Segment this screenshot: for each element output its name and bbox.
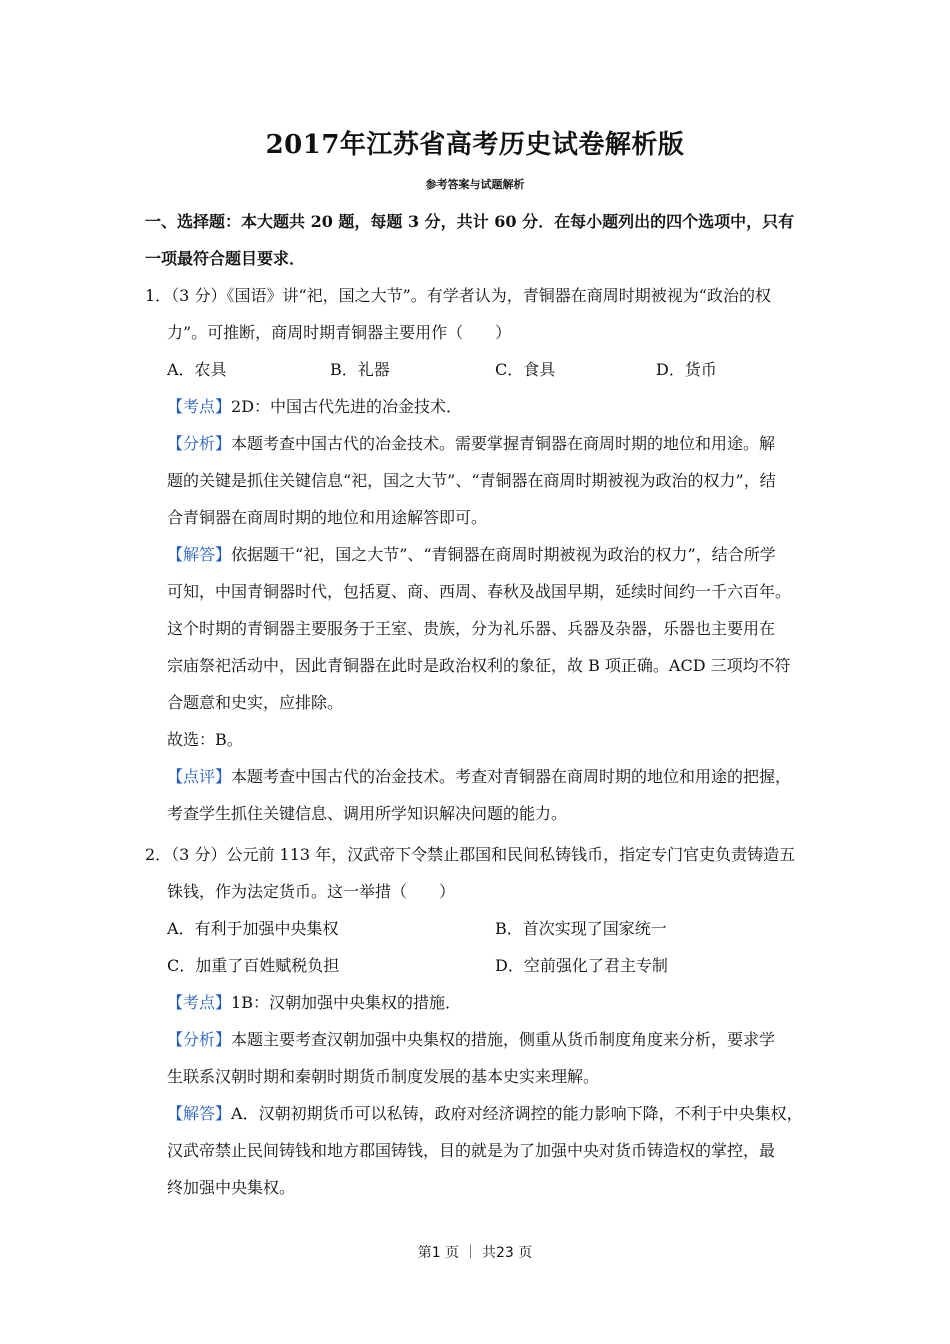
- q1-option-d: D．货币: [656, 360, 717, 379]
- q1-fenxi-line1: [167, 434, 775, 454]
- q2-option-c: C．加重了百姓赋税负担: [167, 956, 340, 975]
- q1-jieda-line5: 合题意和史实，应排除。: [167, 693, 344, 712]
- q2-stem-line1: 2．（3 分）公元前 113 年，汉武帝下令禁止郡国和民间私铸钱币，指定专门官吏负责铸造五: [145, 845, 796, 864]
- q2-jieda-tag: 【解答】: [167, 1104, 232, 1123]
- q2-fenxi-tag: 【分析】: [167, 1030, 232, 1049]
- q1-fenxi-text1: 本题考查中国古代的冶金技术。需要掌握青铜器在商周时期的地位和用途。解: [231, 434, 776, 453]
- q2-kaodian-tag: 【考点】: [167, 993, 232, 1012]
- q1-kaodian-text: 2D：中国古代先进的冶金技术．: [231, 397, 463, 416]
- page-subtitle: 参考答案与试题解析: [425, 178, 525, 191]
- q2-jieda-text1: A．汉朝初期货币可以私铸，政府对经济调控的能力影响下降，不利于中央集权，: [231, 1104, 803, 1123]
- q2-stem-line2: 铢钱，作为法定货币。这一举措（ ）: [167, 882, 456, 901]
- q2-fenxi-line1: [167, 1030, 775, 1050]
- q1-dianping-text1: 本题考查中国古代的冶金技术。考查对青铜器在商周时期的地位和用途的把握，: [231, 767, 792, 786]
- q2-option-a: A．有利于加强中央集权: [167, 919, 339, 938]
- q1-option-c: C．食具: [495, 360, 556, 379]
- section-heading-line1: 一、选择题：本大题共 20 题，每题 3 分，共计 60 分．在每小题列出的四个选项中，只有: [145, 212, 795, 231]
- section-heading-line2: 一项最符合题目要求．: [145, 249, 306, 268]
- q1-answer: 故选：B。: [167, 730, 243, 749]
- q2-jieda-line2: 汉武帝禁止民间铸钱和地方郡国铸钱，目的就是为了加强中央对货币铸造权的掌控，最: [167, 1141, 776, 1160]
- q1-stem-line1: 1．（3 分）《国语》讲“祀，国之大节”。有学者认为，青铜器在商周时期被视为“政治的权: [145, 286, 771, 305]
- page-footer: 第1 页 ｜ 共23 页: [417, 1245, 533, 1261]
- q1-fenxi-tag: 【分析】: [167, 434, 232, 453]
- q2-option-b: B．首次实现了国家统一: [495, 919, 667, 938]
- q1-kaodian: [167, 397, 462, 417]
- q1-fenxi-line3: 合青铜器在商周时期的地位和用途解答即可。: [167, 508, 488, 527]
- q1-kaodian-tag: 【考点】: [167, 397, 232, 416]
- page-title: 2017年江苏省高考历史试卷解析版: [265, 130, 685, 160]
- q1-dianping-tag: 【点评】: [167, 767, 232, 786]
- q1-stem-line2: 力”。可推断，商周时期青铜器主要用作（ ）: [167, 323, 512, 342]
- q2-kaodian: [167, 993, 461, 1013]
- q2-fenxi-text1: 本题主要考查汉朝加强中央集权的措施，侧重从货币制度角度来分析，要求学: [231, 1030, 776, 1049]
- q1-option-b: B．礼器: [330, 360, 390, 379]
- q2-kaodian-text: 1B：汉朝加强中央集权的措施．: [231, 993, 461, 1012]
- q1-jieda-text1: 依据题干“祀，国之大节”、“青铜器在商周时期被视为政治的权力”，结合所学: [231, 545, 776, 564]
- q1-jieda-line3: 这个时期的青铜器主要服务于王室、贵族，分为礼乐器、兵器及杂器，乐器也主要用在: [167, 619, 776, 638]
- q1-dianping-line1: [167, 767, 791, 787]
- q1-jieda-line4: 宗庙祭祀活动中，因此青铜器在此时是政治权利的象征，故 B 项正确。ACD 三项均不符: [167, 656, 791, 675]
- q1-dianping-line2: 考查学生抓住关键信息、调用所学知识解决问题的能力。: [167, 804, 568, 823]
- q1-fenxi-line2: 题的关键是抓住关键信息“祀，国之大节”、“青铜器在商周时期被视为政治的权力”，结: [167, 471, 776, 490]
- q1-jieda-line2: 可知，中国青铜器时代，包括夏、商、西周、春秋及战国早期，延续时间约一千六百年。: [167, 582, 792, 601]
- q1-jieda-line1: [167, 545, 776, 565]
- q2-option-d: D．空前强化了君主专制: [495, 956, 668, 975]
- q1-jieda-tag: 【解答】: [167, 545, 232, 564]
- q1-option-a: A．农具: [167, 360, 227, 379]
- q2-fenxi-line2: 生联系汉朝时期和秦朝时期货币制度发展的基本史实来理解。: [167, 1067, 600, 1086]
- q2-jieda-line3: 终加强中央集权。: [167, 1178, 296, 1197]
- q2-jieda-line1: [167, 1104, 803, 1124]
